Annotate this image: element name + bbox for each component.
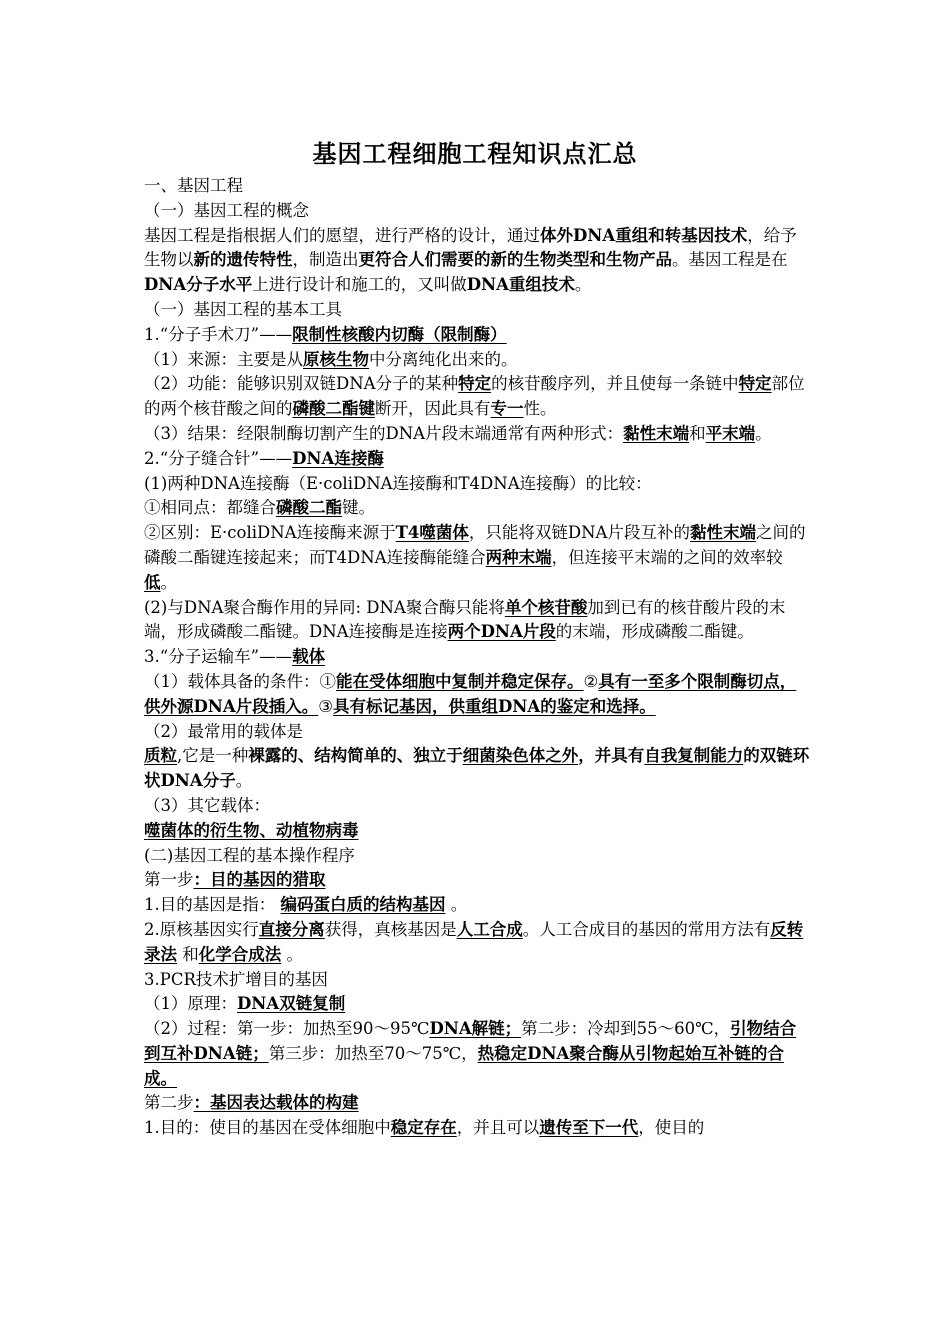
text-run: 键。	[342, 498, 375, 518]
document-title: 基因工程细胞工程知识点汇总	[312, 139, 638, 168]
text-run: ①相同点：都缝合	[144, 498, 276, 518]
paragraph	[144, 968, 810, 993]
text-run: ，但连接平末端的之间的效率较	[551, 547, 783, 567]
text-run: (2)与DNA聚合酶作用的异同: DNA聚合酶只能将	[144, 597, 505, 617]
text-run: 磷酸二酯键	[292, 399, 375, 419]
text-run: (1)两种DNA连接酶（E·coliDNA连接酶和T4DNA连接酶）的比较：	[144, 473, 652, 493]
text-run: (二)基因工程的基本操作程序	[144, 845, 355, 865]
text-run: 1.“分子手术刀”——	[144, 324, 293, 344]
text-run: ,它是一种	[177, 746, 249, 766]
text-run: 裸露的、结构简单的、独立于	[248, 746, 463, 766]
text-run: （3）结果：经限制酶切割产生的DNA片段末端通常有两种形式：	[144, 423, 624, 443]
text-run: 平末端	[705, 423, 756, 443]
text-run: ：基因表达载体的构建	[193, 1093, 359, 1113]
paragraph	[144, 893, 810, 918]
text-run: ：目的基因的猎取	[193, 870, 326, 890]
text-run: 反转录法	[144, 919, 804, 964]
paragraph	[144, 918, 810, 968]
text-run: ，并且可以	[456, 1118, 540, 1138]
text-run: 特定	[458, 374, 492, 394]
text-run: 两种末端	[485, 547, 552, 567]
text-run: ，使目的	[638, 1118, 705, 1138]
text-run: 具有一至多个限制酶切点，供外源DNA片段插入。	[144, 671, 797, 716]
paragraph	[144, 348, 810, 373]
text-run: 黏性末端	[689, 523, 756, 543]
text-run: 基因工程是指根据人们的愿望，进行严格的设计，通过	[144, 225, 540, 245]
text-run: 。	[281, 944, 303, 964]
text-run: ②区别：E·coliDNA连接酶来源于	[144, 523, 396, 543]
text-run: 的双链环状DNA分子	[144, 746, 810, 791]
text-run: T4噬菌体	[395, 523, 469, 543]
text-run: 噬菌体的衍生物、动植物病毒	[144, 820, 359, 840]
text-run: 载体	[292, 647, 326, 667]
text-run: 具有标记基因，供重组DNA的鉴定和选择。	[333, 696, 656, 716]
paragraph	[144, 596, 810, 646]
text-run: 加到已有的核苷酸片段的末端，形成磷酸二酯键。DNA连接酶是连接	[144, 597, 786, 642]
paragraph	[144, 298, 810, 323]
text-run: 体外DNA重组和转基因技术	[540, 225, 748, 245]
text-run: 能在受体细胞中复制并稳定保存。	[336, 671, 584, 691]
paragraph	[144, 224, 810, 298]
text-run: 。	[445, 895, 468, 915]
paragraph	[144, 670, 810, 720]
text-run: （2）功能：能够识别双链DNA分子的某种	[144, 374, 459, 394]
text-run: （2）过程：第一步：加热至90～95℃	[144, 1019, 430, 1039]
text-run: 中分离纯化出来的。	[369, 349, 518, 369]
text-run: ，并具有	[578, 746, 645, 766]
paragraph	[144, 447, 810, 472]
text-run: DNA重组技术	[466, 275, 575, 295]
text-run: 部位的两个核苷酸之间的	[144, 374, 805, 419]
text-run: 热稳定DNA聚合酶从引物起始互补链的合成。	[144, 1043, 784, 1088]
paragraph	[144, 868, 810, 893]
text-run: 的核苷酸序列，并且使每一条链中	[491, 374, 739, 394]
text-run: 引物结合到互补DNA链；	[144, 1019, 797, 1063]
paragraph	[144, 992, 810, 1017]
text-run: DNA分子水平	[144, 275, 253, 295]
text-run: DNA双链复制	[237, 994, 346, 1014]
paragraph	[144, 720, 810, 745]
text-run: （一）基因工程的基本工具	[144, 299, 342, 319]
text-run: 获得，真核基因是	[324, 919, 457, 939]
text-run: 断开，因此具有	[375, 399, 491, 419]
text-run: （一）基因工程的概念	[144, 200, 309, 220]
text-run: 。	[755, 423, 772, 443]
paragraph	[144, 819, 810, 844]
text-run: 细菌染色体之外	[462, 746, 579, 766]
paragraph	[144, 1116, 810, 1141]
text-run: （3）其它载体：	[144, 795, 270, 815]
paragraph	[144, 496, 810, 521]
text-run: ③	[318, 696, 333, 716]
text-run: （1）原理：	[144, 994, 237, 1014]
text-run: 专一	[490, 399, 524, 419]
paragraph	[144, 521, 810, 595]
text-run: （1）载体具备的条件：①	[144, 671, 336, 691]
text-run: 低	[144, 572, 161, 592]
text-run: 。	[574, 275, 592, 295]
text-run: 。基因工程是在	[672, 250, 788, 270]
text-run: 直接分离	[258, 919, 325, 939]
text-run: 。	[160, 572, 177, 592]
text-run: 第二步	[144, 1093, 194, 1113]
text-run: 特定	[738, 374, 772, 394]
paragraph	[144, 794, 810, 819]
paragraph	[144, 323, 810, 348]
text-run: ，给予生物以	[144, 225, 797, 270]
text-run: 化学合成法	[198, 944, 282, 964]
text-run: 3.“分子运输车”——	[144, 647, 293, 667]
text-run: 新的遗传特性	[193, 250, 293, 270]
text-run: （2）最常用的载体是	[144, 721, 303, 741]
text-run: 和	[689, 423, 706, 443]
text-run: 更符合人们需要的新的生物类型和生物产品	[358, 250, 672, 270]
text-run: 质粒	[144, 746, 177, 766]
paragraph	[144, 422, 810, 447]
text-run: 2.“分子缝合针”——	[144, 448, 293, 468]
text-run: 之间的磷酸二酯键连接起来；而T4DNA连接酶能缝合	[144, 523, 806, 567]
document-body	[144, 174, 810, 1141]
text-run: 两个DNA片段	[447, 622, 556, 642]
text-run: ，制造出	[292, 250, 359, 270]
paragraph	[144, 372, 810, 422]
text-run: 原核生物	[303, 349, 369, 369]
text-run: 上进行设计和施工的，又叫做	[252, 275, 467, 295]
text-run: 。人工合成目的基因的常用方法有	[522, 919, 771, 939]
text-run: 限制性核酸内切酶（限制酶）	[292, 324, 507, 344]
text-run: 单个核苷酸	[504, 597, 588, 617]
text-run: 第二步：冷却到55～60℃，	[521, 1019, 731, 1039]
paragraph	[144, 844, 810, 869]
paragraph	[144, 645, 810, 670]
text-run: 自我复制能力	[644, 746, 744, 766]
text-run: 黏性末端	[623, 423, 690, 443]
text-run: 遗传至下一代	[539, 1118, 639, 1138]
text-run: 稳定存在	[390, 1118, 457, 1138]
text-run: 性。	[523, 399, 557, 419]
text-run: ②	[583, 671, 599, 691]
text-run: 一、基因工程	[144, 176, 243, 195]
text-run: DNA连接酶	[292, 448, 384, 468]
text-run: 第三步：加热至70～75℃，	[268, 1043, 478, 1063]
text-run: ，只能将双链DNA片段互补的	[468, 523, 690, 543]
text-run: 人工合成	[456, 919, 523, 939]
paragraph	[144, 174, 810, 199]
text-run: 的末端，形成磷酸二酯键。	[555, 622, 754, 642]
text-run: 第一步	[144, 870, 194, 890]
text-run: 磷酸二酯	[276, 498, 342, 518]
text-run: 和	[177, 944, 199, 964]
paragraph	[144, 1091, 810, 1116]
text-run: 编码蛋白质的结构基因	[280, 895, 446, 915]
text-run: 2.原核基因实行	[144, 919, 259, 939]
paragraph	[144, 199, 810, 224]
text-run: 1.目的：使目的基因在受体细胞中	[144, 1118, 391, 1138]
text-run: 1.目的基因是指：	[144, 895, 281, 915]
paragraph	[144, 744, 810, 794]
text-run: 。	[235, 771, 253, 791]
text-run: 3.PCR技术扩增目的基因	[144, 969, 328, 989]
text-run: DNA解链；	[429, 1019, 522, 1039]
paragraph	[144, 472, 810, 497]
paragraph	[144, 1017, 810, 1091]
text-run: （1）来源：主要是从	[144, 349, 303, 369]
